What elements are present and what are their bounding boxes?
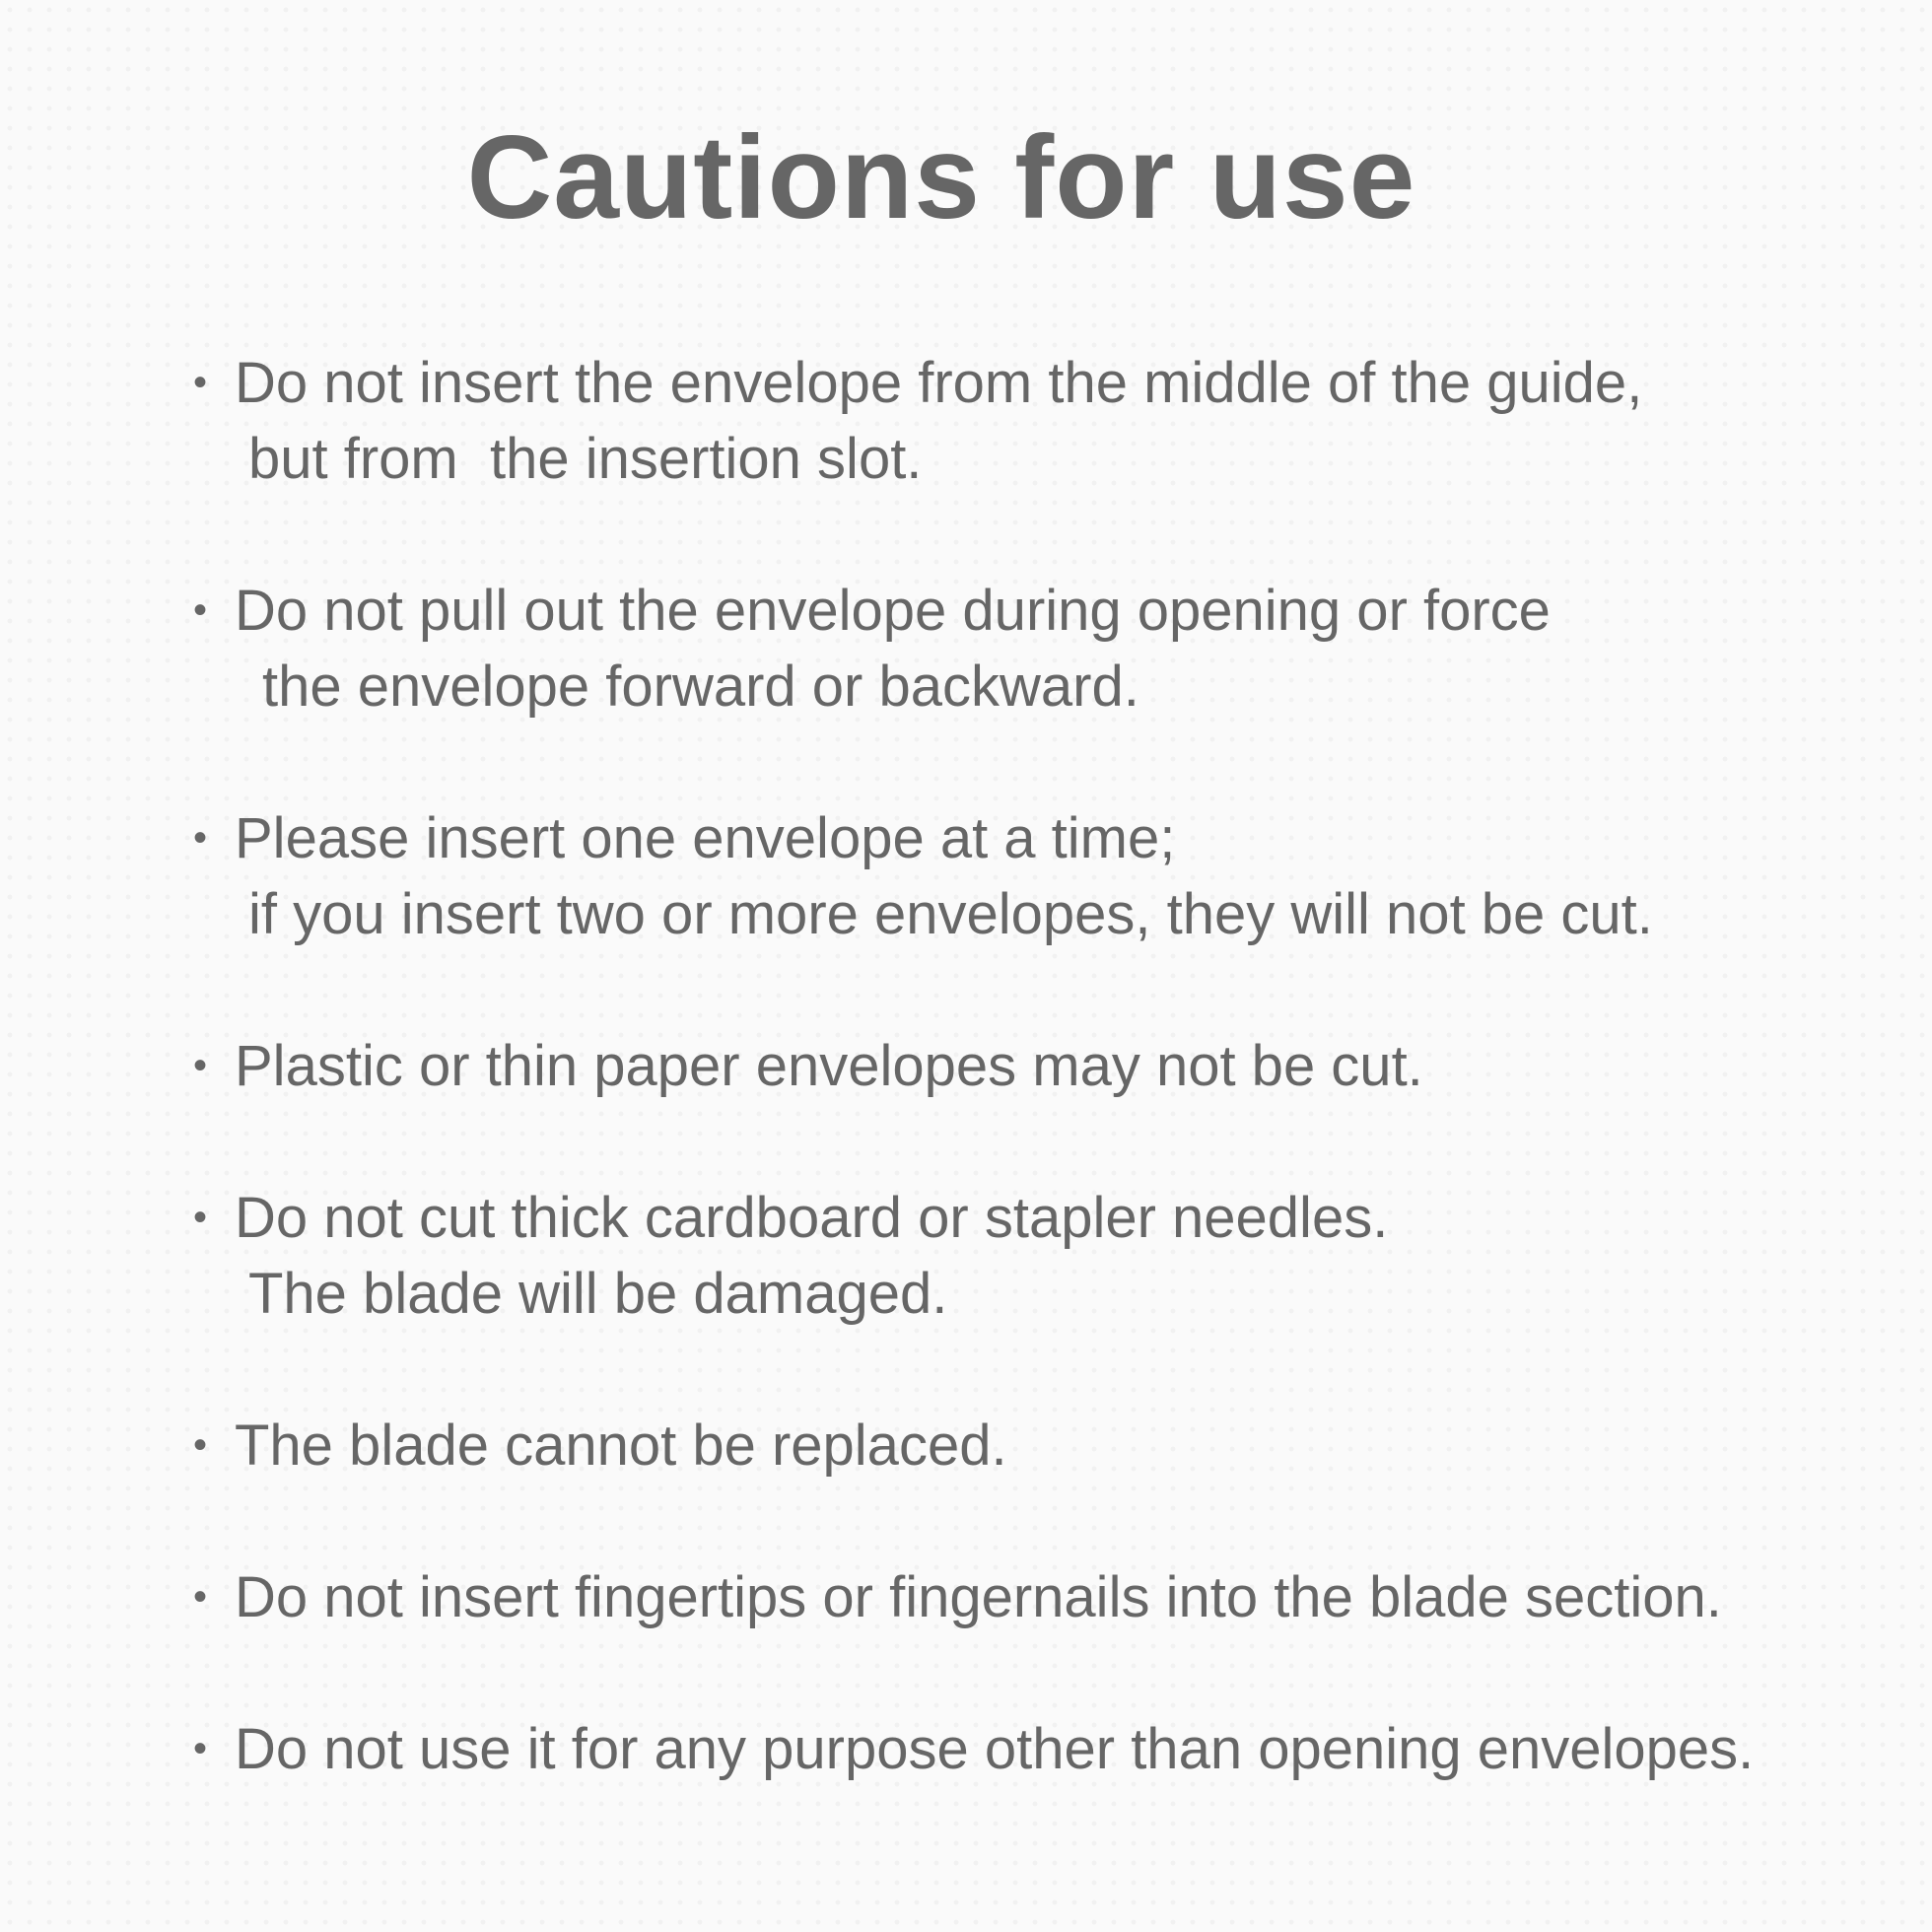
- cautions-list: [187, 345, 1863, 1863]
- bullet-icon: •: [193, 1423, 208, 1467]
- caution-text: Plastic or thin paper envelopes may not be cut.: [235, 1034, 1423, 1098]
- list-item: [187, 1180, 1863, 1332]
- bullet-icon: •: [193, 1575, 208, 1619]
- bullet-icon: •: [193, 588, 208, 632]
- list-item: [187, 1711, 1863, 1787]
- list-item: [187, 345, 1863, 497]
- caution-text: Please insert one envelope at a time;: [235, 806, 1176, 870]
- list-item: [187, 1559, 1863, 1635]
- caution-text-continued: The blade will be damaged.: [248, 1262, 948, 1326]
- bullet-icon: •: [193, 1727, 208, 1770]
- list-item: [187, 1408, 1863, 1484]
- caution-text: Do not use it for any purpose other than opening envelopes.: [235, 1717, 1755, 1781]
- caution-text: Do not insert fingertips or fingernails into the blade section.: [235, 1565, 1722, 1629]
- caution-text-continued: the envelope forward or backward.: [262, 655, 1139, 719]
- bullet-icon: •: [193, 1044, 208, 1087]
- caution-text: The blade cannot be replaced.: [235, 1414, 1007, 1478]
- page-title: Cautions for use: [466, 111, 1416, 243]
- caution-text-continued: if you insert two or more envelopes, they will not be cut.: [248, 882, 1653, 946]
- caution-text: Do not pull out the envelope during opening or force: [235, 579, 1551, 643]
- list-item: [187, 1028, 1863, 1104]
- bullet-icon: •: [193, 1196, 208, 1239]
- bullet-icon: •: [193, 816, 208, 860]
- list-item: [187, 573, 1863, 724]
- caution-text-continued: but from the insertion slot.: [248, 427, 923, 491]
- bullet-icon: •: [193, 361, 208, 404]
- list-item: [187, 800, 1863, 952]
- caution-text: Do not insert the envelope from the middle of the guide,: [235, 351, 1643, 415]
- caution-text: Do not cut thick cardboard or stapler needles.: [235, 1186, 1389, 1250]
